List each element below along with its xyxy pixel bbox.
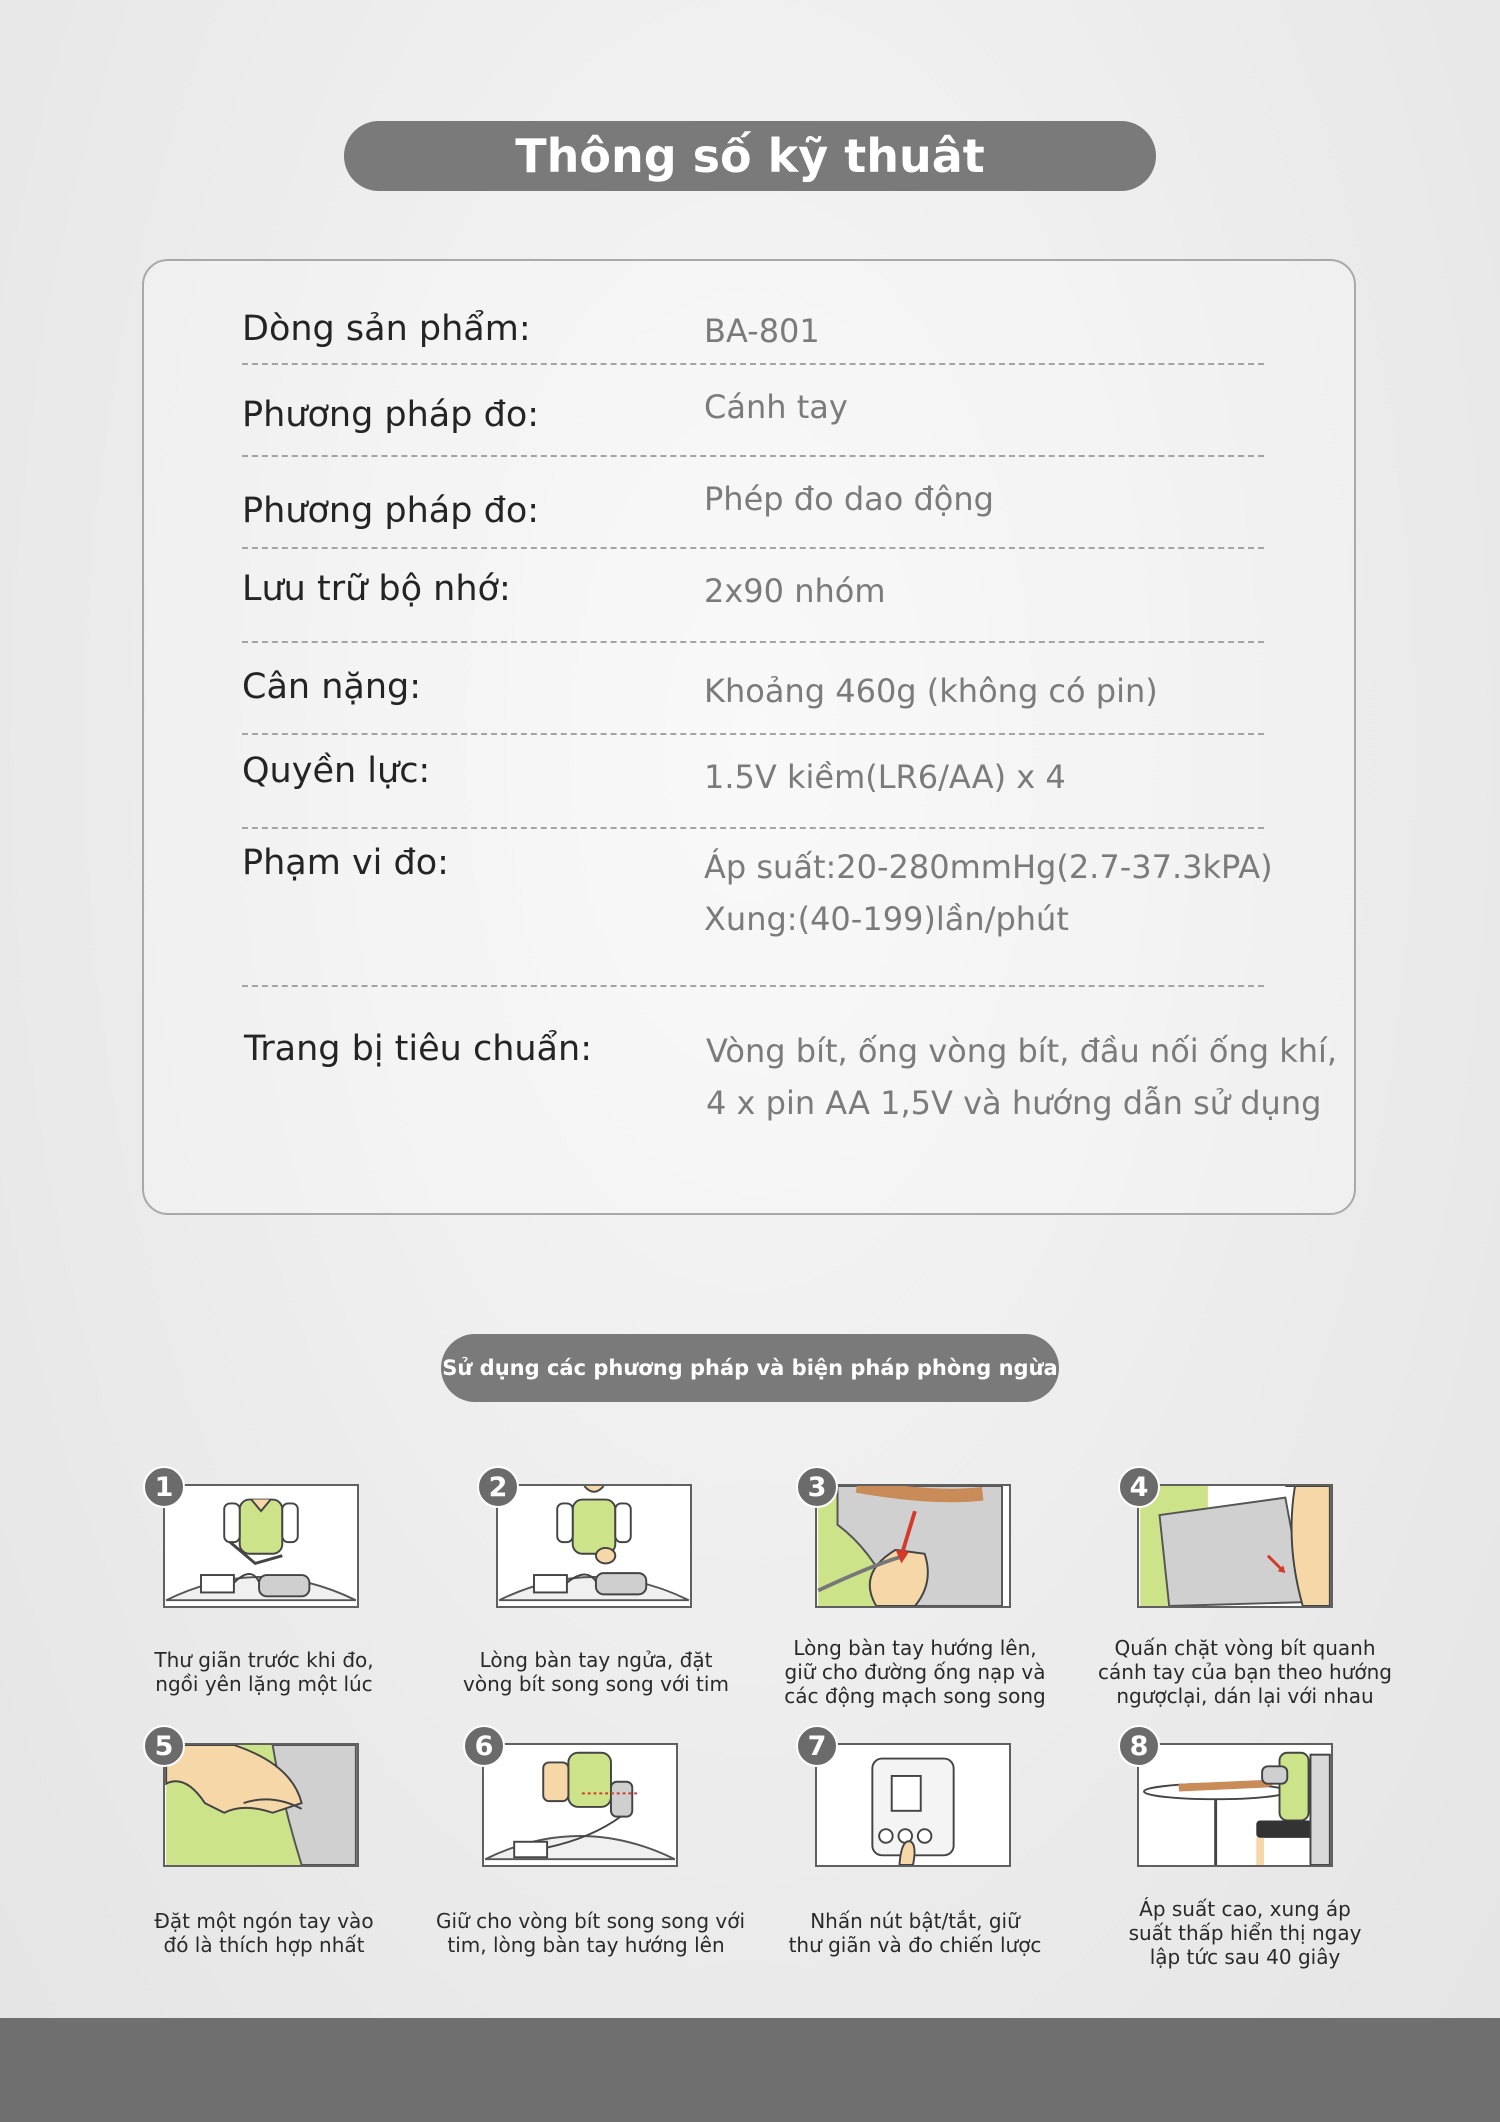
illustration-cuff-heart-level: [482, 1743, 678, 1867]
spec-label: Quyền lực:: [242, 751, 431, 791]
spec-value: BA-801: [704, 312, 820, 350]
spec-label: Phạm vi đo:: [242, 843, 449, 883]
spec-row: [242, 365, 1264, 457]
spec-value: Vòng bít, ống vòng bít, đầu nối ống khí, 4 x pin AA 1,5V và hướng dẫn sử dụng: [706, 1032, 1338, 1122]
step-caption: Lòng bàn tay ngửa, đặt vòng bít song song với tim: [463, 1648, 729, 1696]
spec-label: Cân nặng:: [242, 667, 422, 707]
illustration-wrap-cuff: [1137, 1484, 1333, 1608]
step-number-badge: 8: [1118, 1725, 1160, 1767]
spec-value: Áp suất:20-280mmHg(2.7-37.3kPA) Xung:(40-199)lần/phút: [704, 848, 1273, 938]
spec-label: Dòng sản phẩm:: [242, 309, 531, 349]
footer-band: [0, 2018, 1500, 2122]
illustration-relax: [163, 1484, 359, 1608]
spec-table: [142, 259, 1356, 1215]
step-number-badge: 2: [477, 1466, 519, 1508]
step-caption: Thư giãn trước khi đo, ngồi yên lặng một lúc: [154, 1648, 374, 1696]
page-title: Thông số kỹ thuât: [344, 121, 1156, 191]
step-caption: Giữ cho vòng bít song song với tim, lòng bàn tay hướng lên: [436, 1909, 746, 1957]
step-number-badge: 7: [796, 1725, 838, 1767]
illustration-seated-measurement: [1137, 1743, 1333, 1867]
spec-value: Khoảng 460g (không có pin): [704, 672, 1158, 710]
spec-value: 2x90 nhóm: [704, 572, 886, 610]
step-caption: Đặt một ngón tay vào đó là thích hợp nhất: [154, 1909, 374, 1957]
step-caption: Lòng bàn tay hướng lên, giữ cho đường ống nạp và các động mạch song song: [784, 1636, 1046, 1708]
step-number-badge: 6: [463, 1725, 505, 1767]
spec-label: Phương pháp đo:: [242, 491, 540, 531]
illustration-palm-up: [496, 1484, 692, 1608]
spec-row: [242, 1007, 1338, 1147]
spec-value: Cánh tay: [704, 388, 848, 426]
usage-section-title: Sử dụng các phương pháp và biện pháp phòng ngừa: [441, 1334, 1059, 1402]
illustration-finger-check: [163, 1743, 359, 1867]
spec-label: Trang bị tiêu chuẩn:: [244, 1029, 592, 1069]
step-caption: Nhấn nút bật/tắt, giữ thư giãn và đo chiến lược: [788, 1909, 1042, 1957]
spec-row: [242, 549, 1264, 643]
step-caption: Quấn chặt vòng bít quanh cánh tay của bạn theo hướng ngượclại, dán lại với nhau: [1098, 1636, 1392, 1708]
step-number-badge: 5: [143, 1725, 185, 1767]
spec-row: [242, 457, 1264, 549]
step-number-badge: 1: [143, 1466, 185, 1508]
illustration-press-power-button: [815, 1743, 1011, 1867]
step-number-badge: 4: [1118, 1466, 1160, 1508]
spec-label: Lưu trữ bộ nhớ:: [242, 569, 511, 609]
step-caption: Áp suất cao, xung áp suất thấp hiển thị ngay lập tức sau 40 giây: [1128, 1897, 1362, 1969]
spec-value: Phép đo dao động: [704, 480, 994, 518]
illustration-tube-alignment: [815, 1484, 1011, 1608]
spec-row: [242, 285, 1264, 365]
spec-row: [242, 643, 1264, 735]
spec-label: Phương pháp đo:: [242, 395, 540, 435]
spec-row: [242, 829, 1273, 987]
spec-row: [242, 735, 1264, 829]
spec-value: 1.5V kiềm(LR6/AA) x 4: [704, 758, 1066, 796]
step-number-badge: 3: [796, 1466, 838, 1508]
